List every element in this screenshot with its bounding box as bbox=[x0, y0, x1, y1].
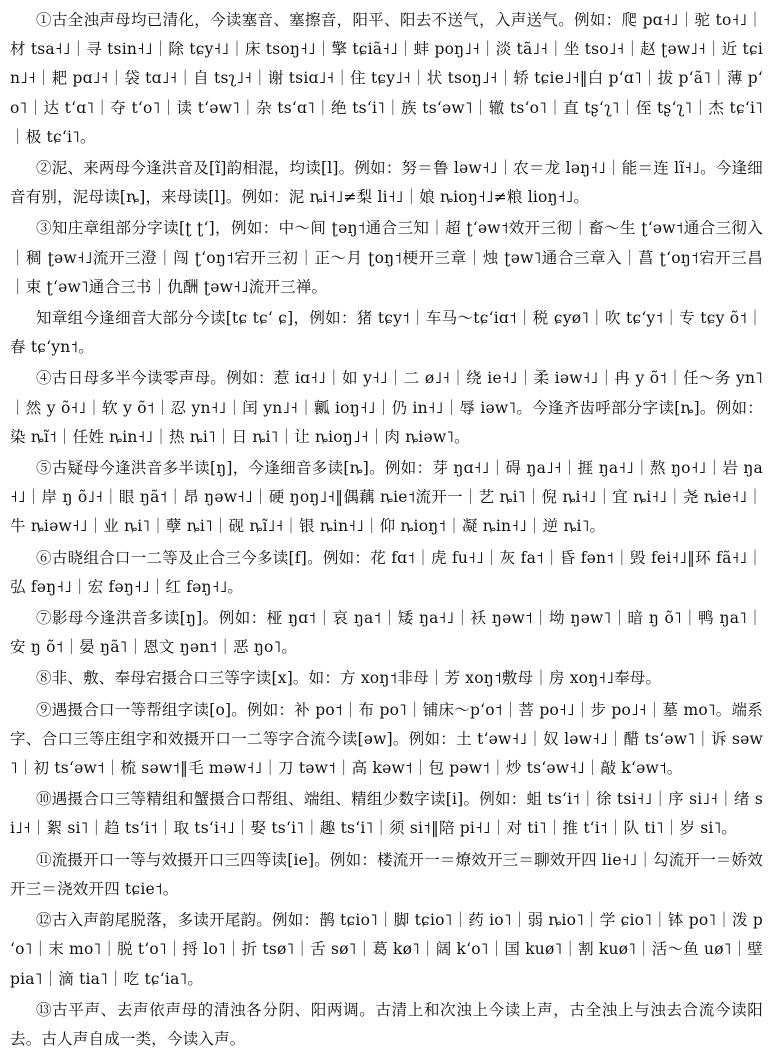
paragraph-11: ⑩遇摄合口三等精组和蟹摄合口帮组、端组、精组少数字读[i]。例如：蛆 tsʻi˦｜徐 tsi˧˩｜序 si˩˧｜绪 si˩˧｜絮 si˥｜趋 tsʻi˦｜取 tsʻi˧˩｜娶 tsʻi˥｜趣 tsʻi˥｜须 si˦‖陪 pi˧˩｜对 ti˥｜推 tʻi˦｜队 ti˥｜岁 si˥。 bbox=[10, 790, 763, 838]
paragraph-4: 知章组今逢细音大部分今读[tɕ tɕʻ ɕ]，例如：猪 tɕy˦｜车马～tɕʻiɑ˦｜税 ɕyø˥｜吹 tɕʻy˦｜专 tɕy õ˦｜春 tɕʻyn˦。 bbox=[10, 309, 763, 357]
paragraph-1: ①古全浊声母均已清化，今读塞音、塞擦音，阳平、阳去不送气，入声送气。例如：爬 pɑ˧˩｜驼 to˧˩｜材 tsa˧˩｜寻 tsin˧˩｜除 tɕy˧˩｜床 tsoŋ˧˩｜擎 tɕiã˧˩｜蚌 poŋ˩˧｜淡 tã˩˧｜坐 tso˩˧｜赵 ʈəw˩˧｜近 tɕin˩˧｜耙 pɑ˩˧｜袋 tɑ˩˧｜自 tsʅ˩˧｜谢 tsiɑ˩˧｜住 tɕy˩˧｜状 tsoŋ˩˧｜轿 tɕie˩˧‖白 pʻɑ˥｜拔 pʻã˥｜薄 pʻo˥｜达 tʻɑ˥｜夺 tʻo˥｜读 tʻəw˥｜杂 tsʻɑ˥｜绝 tsʻi˥｜族 tsʻəw˥｜辙 tsʻo˥｜直 tʂʻʅ˥｜侄 tʂʻʅ˥｜杰 tɕʻi˥｜极 tɕʻi˥。 bbox=[10, 11, 763, 146]
paragraph-10: ⑨遇摄合口一等帮组字读[o]。例如：补 po˦｜布 po˥｜铺床～pʻo˦｜菩 po˧˩｜步 po˩˧｜墓 mo˥。端系字、合口三等庄组字和效摄开口一二等字合流今读[əw]。例如：土 tʻəw˧˩｜奴 ləw˧˩｜醋 tsʻəw˥｜诉 səw˥｜初 tsʻəw˦｜梳 səw˦‖毛 məw˧˩｜刀 təw˦｜高 kəw˦｜包 pəw˦｜炒 tsʻəw˧˩｜敲 kʻəw˦。 bbox=[10, 700, 763, 778]
paragraph-7: ⑥古晓组合口一二等及止合三今多读[f]。例如：花 fɑ˦｜虎 fu˧˩｜灰 fa˦｜昏 fən˦｜毁 fei˧˩‖环 fã˧˩｜弘 fəŋ˧˩｜宏 fəŋ˧˩｜红 fəŋ˧˩。 bbox=[10, 548, 763, 596]
paragraph-9: ⑧非、敷、奉母宕摄合口三等字读[x]。如：方 xoŋ˦非母｜芳 xoŋ˦敷母｜房 xoŋ˧˩奉母。 bbox=[36, 669, 662, 688]
paragraph-14: ⑬古平声、去声依声母的清浊各分阴、阳两调。古清上和次浊上今读上声，古全浊上与浊去合流今读阳去。古人声自成一类，今读入声。 bbox=[10, 1000, 763, 1048]
paragraph-3: ③知庄章组部分字读[ʈ ʈʻ]，例如：中～间 ʈəŋ˦通合三知｜超 ʈʻəw˦效开三彻｜畜～生 ʈʻəw˦通合三彻入｜稠 ʈəw˧˩流开三澄｜闯 ʈʻoŋ˦宕开三初｜正～月 ʈoŋ˦梗开三章｜烛 ʈəw˥通合三章入｜菖 ʈʻoŋ˦宕开三昌｜束 ʈʻəw˥通合三书｜仇酬 ʈəw˧˩流开三禅。 bbox=[10, 219, 763, 296]
paragraph-8: ⑦影母今逢洪音多读[ŋ]。例如：桠 ŋɑ˦｜哀 ŋa˦｜矮 ŋa˧˩｜袄 ŋəw˦｜坳 ŋəw˥｜暗 ŋ õ˥｜鸭 ŋa˥｜安 ŋ õ˦｜晏 ŋã˥｜恩文 ŋən˦｜恶 ŋo˥。 bbox=[10, 609, 763, 657]
paragraph-6: ⑤古疑母今逢洪音多半读[ŋ]，今逢细音多读[ȵ]。例如：芽 ŋɑ˧˩｜碍 ŋa˩˧｜捱 ŋa˧˩｜熬 ŋo˧˩｜岩 ŋa˧˩｜岸 ŋ õ˩˧｜眼 ŋã˦｜昂 ŋəw˧˩｜硬 ŋoŋ˩˧‖偶藕 ȵie˦流开一｜艺 ȵi˥｜倪 ȵi˧˩｜宜 ȵi˧˩｜尧 ȵie˧˩｜牛 ȵiəw˧˩｜业 ȵi˥｜孽 ȵi˥｜砚 ȵĩ˩˧｜银 ȵin˧˩｜仰 ȵioŋ˦｜凝 ȵin˧˩｜逆 ȵi˥。 bbox=[10, 459, 763, 536]
paragraph-12: ⑪流摄开口一等与效摄开口三四等读[ie]。例如：楼流开一＝燎效开三＝聊效开四 lie˧˩｜勾流开一＝娇效开三＝浇效开四 tɕie˦。 bbox=[10, 850, 763, 898]
paragraph-5: ④古日母多半今读零声母。例如：惹 iɑ˧˩｜如 y˧˩｜二 ø˩˧｜绕 ie˧˩｜柔 iəw˧˩｜冉 y õ˦｜任～务 yn˥｜然 y õ˧˩｜软 y õ˦｜忍 yn˧˩｜闰 yn˩˧｜瓤 ioŋ˧˩｜仍 in˧˩｜辱 iəw˥。今逢齐齿呼部分字读[ȵ]。例如：染 ȵĩ˦｜任姓 ȵin˧˩｜热 ȵi˥｜日 ȵi˥｜让 ȵioŋ˩˧｜肉 ȵiəw˥。 bbox=[10, 369, 763, 446]
paragraph-13: ⑫古入声韵尾脱落，多读开尾韵。例如：鹊 tɕio˥｜脚 tɕio˥｜药 io˥｜弱 ȵio˥｜学 ɕio˥｜钵 po˥｜泼 pʻo˥｜末 mo˥｜脱 tʻo˥｜捋 lo˥｜折 tsø˥｜舌 sø˥｜葛 kø˥｜阔 kʻo˥｜国 kuø˥｜割 kuø˥｜活～鱼 uø˥｜壁 pia˥｜滴 tia˥｜吃 tɕʻia˥。 bbox=[10, 911, 763, 988]
paragraph-2: ②泥、来两母今逢洪音及[ĩ]韵相混，均读[l]。例如：努＝鲁 ləw˧˩｜农＝龙 ləŋ˧˩｜能＝连 lĩ˧˩。今逢细音有别，泥母读[ȵ]，来母读[l]。例如：泥 ȵi˧˩≠梨 li˧˩｜娘 ȵioŋ˧˩≠粮 lioŋ˧˩。 bbox=[10, 159, 763, 207]
